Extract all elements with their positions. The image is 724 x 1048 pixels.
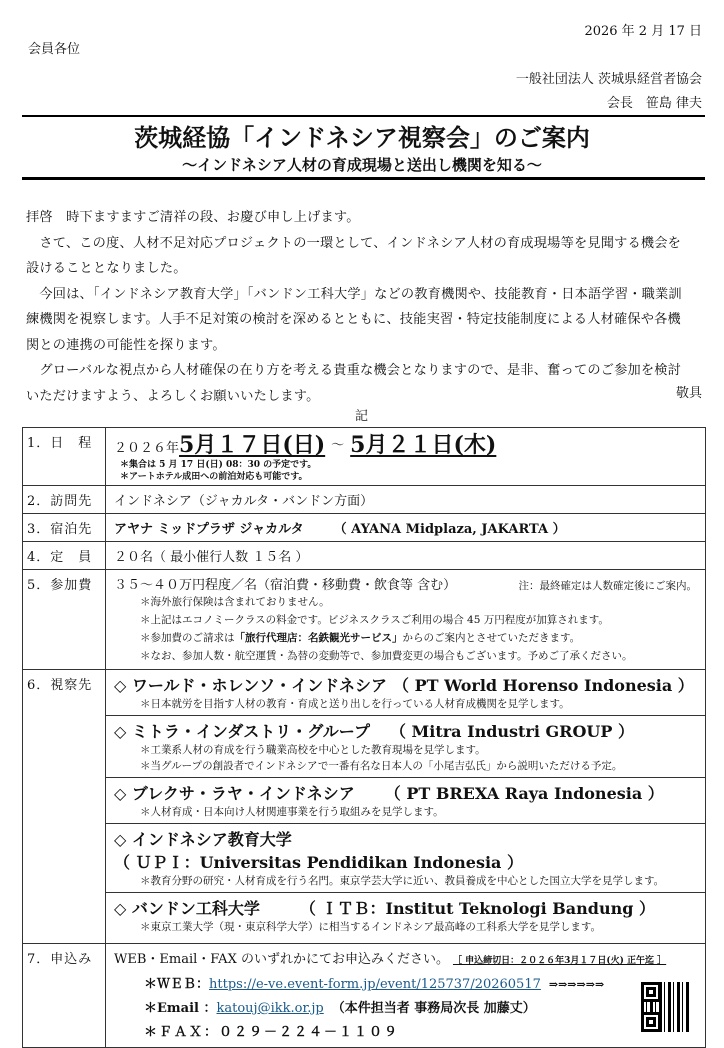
text: （ PT World Horenso Indonesia ） <box>393 676 694 695</box>
text: （ Mitra Industri GROUP ） <box>389 722 634 741</box>
fax: ＊ＦＡＸ：０２９－２２４－１１０９ <box>144 1025 400 1040</box>
deadline: ［ 申込締切日：２０２６年3月１７日(火) 正午迄 ］ <box>452 956 667 966</box>
fee-note: ＊なお、参加人数・航空運賃・為替の変動等で、参加費変更の場合もございます。予めご了承ください。 <box>140 650 633 662</box>
hotel-en: （ AYANA Midplaza, JAKARTA ） <box>333 522 566 537</box>
text: ＊参加費のご請求は <box>140 632 235 644</box>
email-link[interactable]: katouj@ikk.or.jp <box>216 1001 324 1016</box>
visit-item <box>106 670 705 715</box>
row-label: 3．宿泊先 <box>23 514 106 541</box>
text: （ ＩＴＢ：Institut Teknologi Bandung ） <box>299 899 656 918</box>
row-visits <box>23 669 705 943</box>
text: ◇ インドネシア教育大学 <box>114 830 292 849</box>
text: ＊人材育成・日本向け人材関連事業を行う取組みを見学します。 <box>140 806 444 818</box>
row-destination <box>23 485 705 513</box>
divider <box>22 177 705 180</box>
year: ２０２６年 <box>114 441 180 456</box>
details-table <box>22 427 706 1048</box>
document-date: 2026 年 2 月 17 日 <box>584 24 702 39</box>
text: ◇ バンドン工科大学 <box>114 899 260 918</box>
schedule-notes <box>120 459 316 483</box>
row-label: 7．申込み <box>23 944 106 1047</box>
text: ＊教育分野の研究・人材育成を行う名門。東京学芸大学に近い、教員養成を中心とした国立大学を見学します。 <box>140 875 665 887</box>
body-line: 設けることとなりました。 <box>26 261 187 276</box>
organization: 一般社団法人 茨城県経営者協会 <box>515 72 702 87</box>
row-label: 4．定 員 <box>23 542 106 569</box>
subtitle: ～インドネシア人材の育成現場と送出し機関を知る～ <box>182 156 542 174</box>
arrows: ⇒⇒⇒⇒⇒⇒ <box>548 978 605 991</box>
text: からのご案内とさせていただきます。 <box>402 632 581 644</box>
visit-item <box>106 715 705 777</box>
text: （ ＵＰＩ：Universitas Pendidikan Indonesia ） <box>114 853 523 872</box>
visit-item <box>106 823 705 892</box>
visit-item <box>106 777 705 823</box>
fee-value: ３５～４０万円程度／名（宿泊費・移動費・飲食等 含む） <box>114 578 457 593</box>
recipient: 会員各位 <box>28 42 81 57</box>
schedule-note: ＊集合は 5 月 17 日(日) 08：30 の予定です。 <box>120 460 317 470</box>
body-line: 関との連携の可能性を探ります。 <box>26 338 226 353</box>
row-label: 1．日 程 <box>23 428 106 485</box>
web-link[interactable]: https://e-ve.event-form.jp/event/125737/20260517 <box>209 977 541 992</box>
body-line: 拝啓 時下ますますご清祥の段、お慶び申し上げます。 <box>26 210 360 225</box>
text: ＊日本就労を目指す人材の教育・育成と送り出しを行っている人材育成機関を見学します。 <box>140 698 570 710</box>
row-capacity <box>23 541 705 569</box>
text: ◇ ブレクサ・ラヤ・インドネシア <box>114 784 355 803</box>
body-line: グローバルな視点から人材確保の在り方を考える貴重な機会となりますので、是非、奮ってのご参加を検討 <box>26 363 682 378</box>
divider <box>22 115 705 117</box>
email-label: ＊Email ： <box>144 1001 217 1016</box>
row-label: 5．参加費 <box>23 570 106 669</box>
apply-intro: WEB・Email・FAX のいずれかにてお申込みください。 <box>114 952 449 967</box>
contact: （本件担当者 事務局次長 加藤丈） <box>331 1001 536 1016</box>
tilde: ～ <box>331 438 345 453</box>
body-line: さて、この度、人材不足対応プロジェクトの一環として、インドネシア人材の育成現場等を見聞する機会を <box>26 236 682 251</box>
row-label: 2．訪問先 <box>23 486 106 513</box>
row-schedule <box>23 428 705 485</box>
row-hotel <box>23 513 705 541</box>
web-label: ＊ＷＥＢ： <box>144 977 210 992</box>
page-title: 茨城経協「インドネシア視察会」のご案内 <box>134 123 590 152</box>
text: ◇ ミトラ・インダストリ・グループ <box>114 722 370 741</box>
fee-note-agency <box>114 629 697 647</box>
end-date: 5月２１日(木) <box>350 432 497 458</box>
closing: 敬具 <box>675 386 702 401</box>
fee-note: ＊海外旅行保険は含まれておりません。 <box>140 596 330 608</box>
visit-item <box>106 892 705 943</box>
schedule-note: ＊アートホテル成田への前泊対応も可能です。 <box>120 472 308 482</box>
row-fee <box>23 569 705 669</box>
text: ◇ ワールド・ホレンソ・インドネシア <box>114 676 387 695</box>
hotel-name: アヤナ ミッドプラザ ジャカルタ <box>114 522 304 537</box>
text: 「旅行代理店：名鉄観光サービス」 <box>234 632 403 644</box>
body-line: 練機関を視察します。人手不足対策の検討を深めるとともに、技能実習・特定技能制度による人材確保や各機 <box>26 312 681 327</box>
capacity-value: ２０名（ 最小催行人数 １５名 ） <box>114 550 309 565</box>
text: ＊東京工業大学（現・東京科学大学）に相当するインドネシア最高峰の工科系大学を見学します。 <box>140 921 602 933</box>
row-label: 6．視察先 <box>23 670 106 943</box>
fee-side-note: 注：最終確定は人数確定後にご案内。 <box>518 580 697 592</box>
fee-note: ＊上記はエコノミークラスの料金です。ビジネスクラスご利用の場合 45 万円程度が加算されます。 <box>140 614 609 626</box>
start-date: 5月１７日(日) <box>179 432 326 458</box>
ki: 記 <box>355 409 369 424</box>
sender: 会長 笹島 律夫 <box>606 96 702 111</box>
text: （ PT BREXA Raya Indonesia ） <box>384 784 664 803</box>
text: ＊工業系人材の育成を行う職業高校を中心とした教育現場を見学します。 <box>140 744 486 756</box>
row-apply <box>23 943 705 1047</box>
body-line: 今回は、「インドネシア教育大学」「バンドン工科大学」などの教育機関や、技能教育・日本語学習・職業訓 <box>26 287 682 302</box>
destination-value: インドネシア（ジャカルタ・バンドン方面） <box>114 494 374 509</box>
text: ＊当グループの創設者でインドネシアで一番有名な日本人の「小尾吉弘氏」から説明いただける予定。 <box>140 760 623 772</box>
body-line: いただけますよう、よろしくお願いいたします。 <box>26 389 320 404</box>
qr-code-icon[interactable] <box>641 982 691 1032</box>
